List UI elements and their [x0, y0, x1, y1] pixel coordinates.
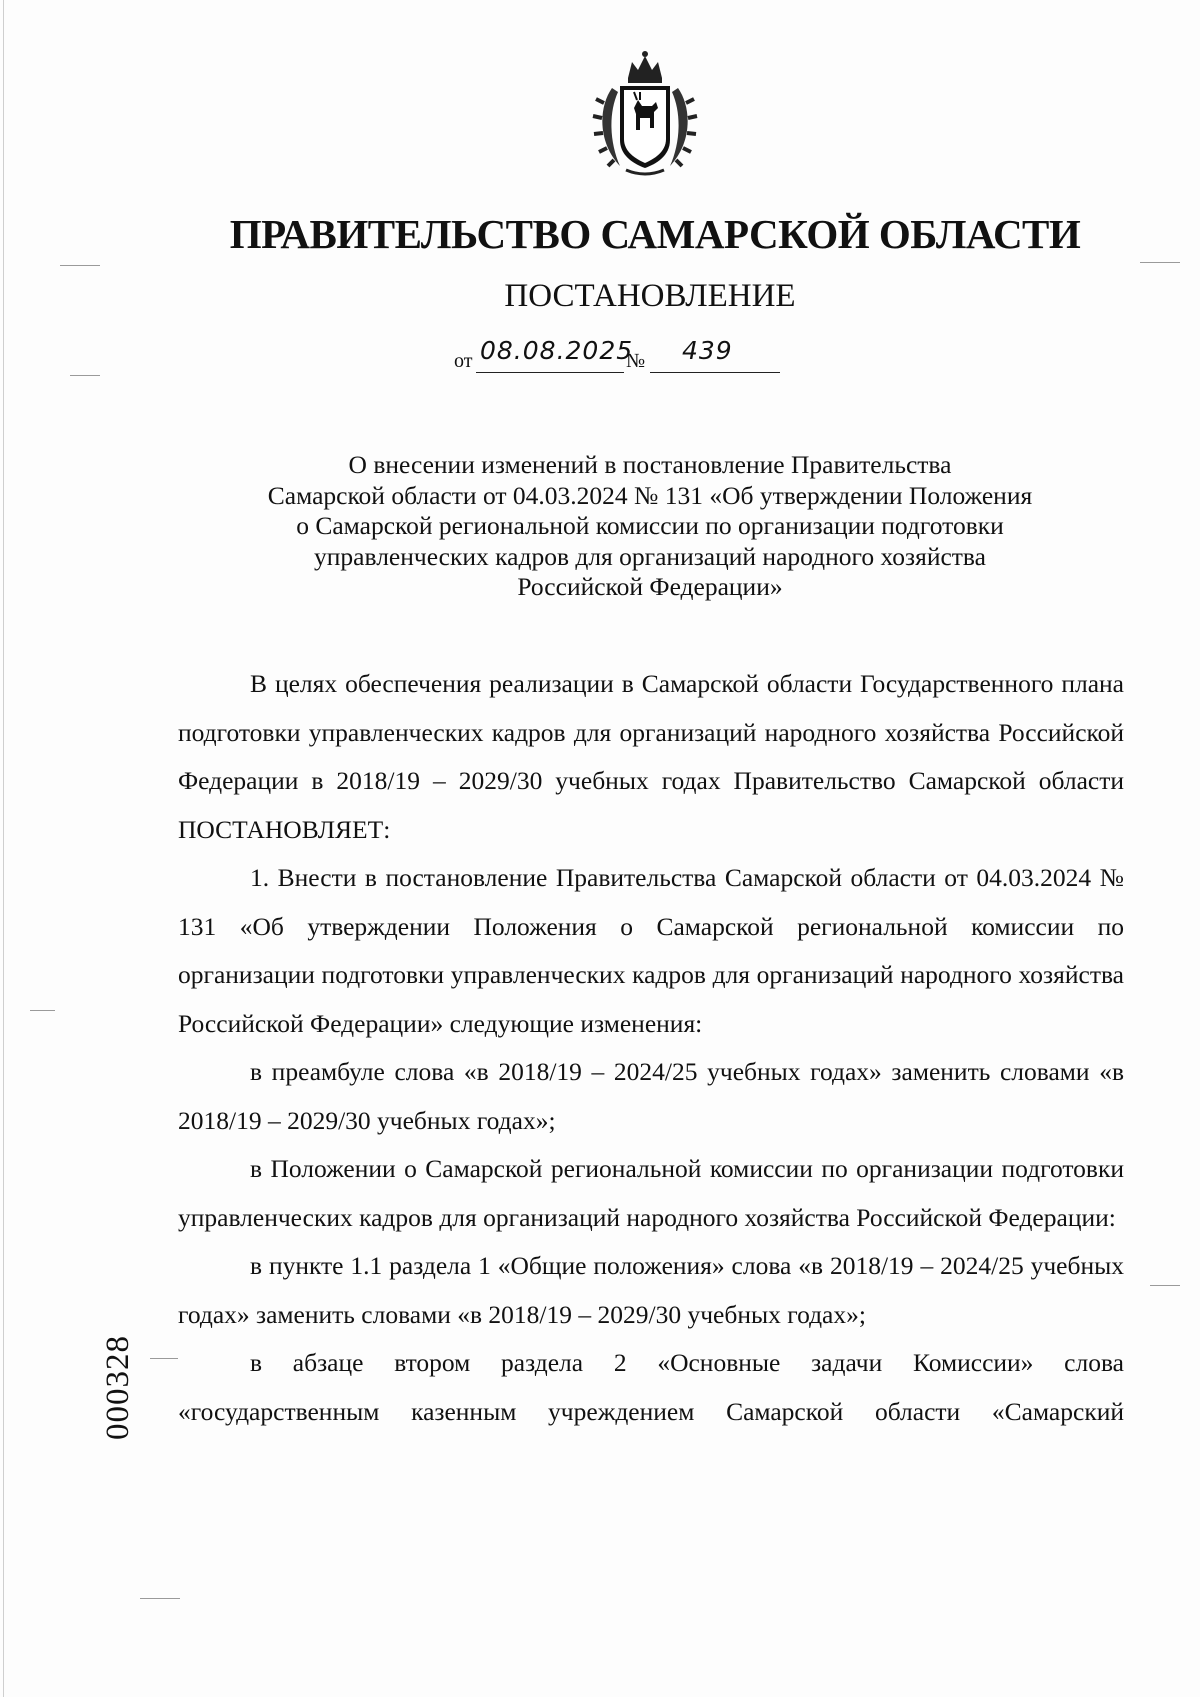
subject-line: управленческих кадров для организаций народного хозяйства	[314, 541, 986, 571]
number-prefix: №	[626, 350, 646, 372]
body-paragraph: в пункте 1.1 раздела 1 «Общие положения» слова «в 2018/19 – 2024/25 учебных годах» заменить словами «в 2018/19 – 2029/30 учебных годах»;	[178, 1251, 1124, 1329]
body-paragraph: в Положении о Самарской региональной комиссии по организации подготовки управленческих кадров для организаций народного хозяйства Российской Федерации:	[178, 1154, 1124, 1232]
number-value: 439	[682, 336, 733, 365]
organization-title: ПРАВИТЕЛЬСТВО САМАРСКОЙ ОБЛАСТИ	[229, 211, 1081, 257]
scan-noise	[70, 375, 100, 376]
document-body	[178, 660, 1124, 1436]
subject-line: Российской Федерации»	[517, 572, 783, 601]
document-type: ПОСТАНОВЛЕНИЕ	[504, 278, 796, 314]
samara-coat-of-arms-icon	[590, 48, 700, 180]
scan-noise	[140, 1598, 180, 1599]
date-underline	[476, 372, 624, 373]
scan-noise	[1150, 1285, 1180, 1286]
body-paragraph: 1. Внести в постановление Правительства Самарской области от 04.03.2024 № 131 «Об утверждении Положения о Самарской региональной комиссии по организации подготовки управленческих кадров для организаций народного хозяйства Российской Федерации» следующие изменения:	[178, 863, 1124, 1038]
body-paragraph: в преамбуле слова «в 2018/19 – 2024/25 учебных годах» заменить словами «в 2018/19 – 2029/30 учебных годах»;	[178, 1057, 1124, 1135]
scan-noise	[1140, 262, 1180, 263]
subject-line: Самарской области от 04.03.2024 № 131 «Об утверждении Положения	[267, 480, 1033, 510]
side-serial-number: 000328	[100, 1335, 136, 1440]
subject-line: О внесении изменений в постановление Правительства	[348, 450, 952, 479]
body-paragraph: в абзаце втором раздела 2 «Основные задачи Комиссии» слова «государственным казенным учреждением Самарской области «Самарский	[178, 1348, 1124, 1426]
scan-noise	[30, 1010, 55, 1011]
date-value: 08.08.2025	[480, 336, 634, 365]
document-subject	[200, 450, 1100, 603]
date-prefix: от	[454, 350, 473, 372]
number-underline	[650, 372, 780, 373]
subject-line: о Самарской региональной комиссии по организации подготовки	[296, 511, 1004, 540]
date-number-line	[454, 338, 854, 378]
scan-noise	[150, 1358, 178, 1359]
scan-noise	[60, 265, 100, 266]
body-paragraph: В целях обеспечения реализации в Самарской области Государственного плана подготовки управленческих кадров для организаций народного хозяйства Российской Федерации в 2018/19 – 2029/30 учебных годах Правительство Самарской области ПОСТАНОВЛЯЕТ:	[178, 669, 1124, 844]
